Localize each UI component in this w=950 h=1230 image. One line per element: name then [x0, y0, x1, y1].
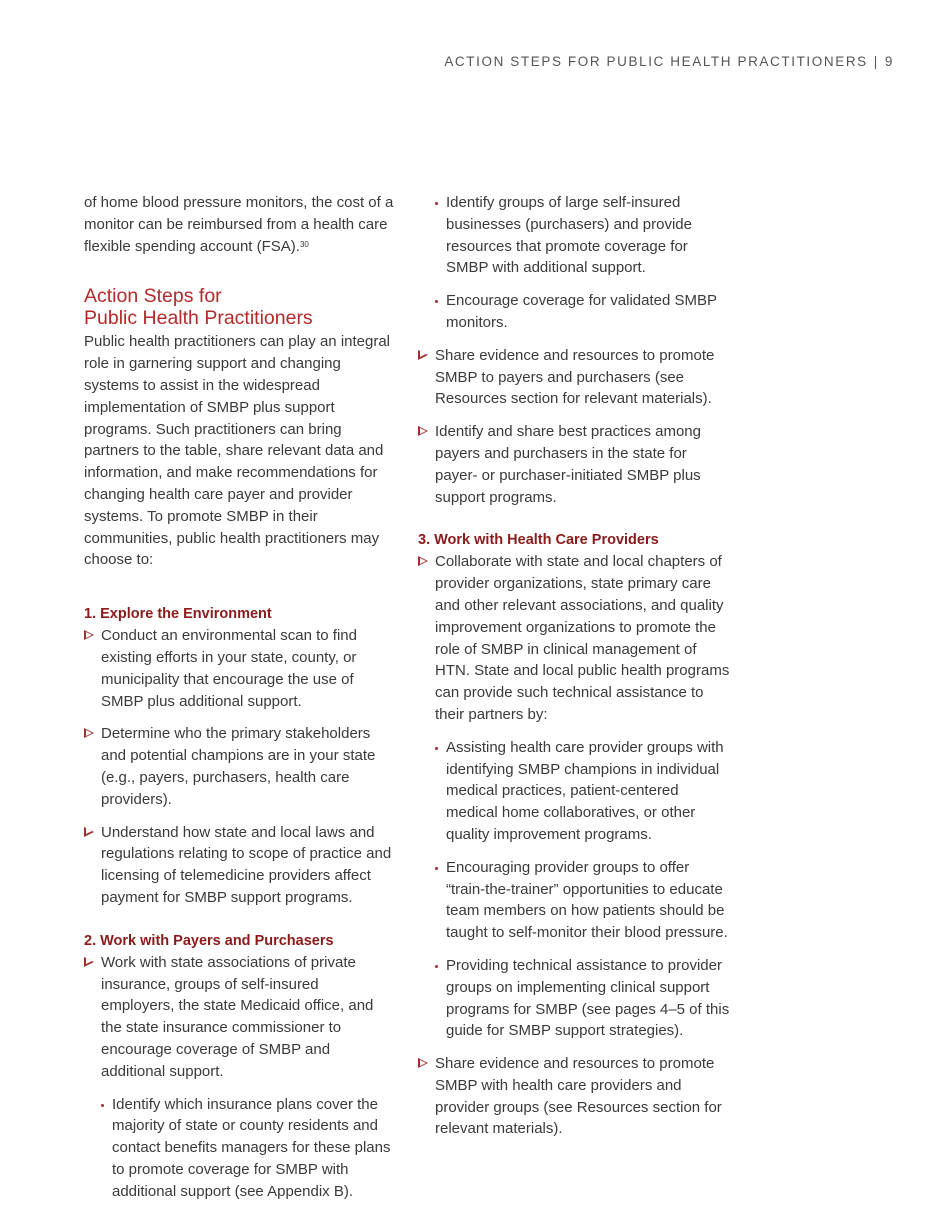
intro-text: of home blood pressure monitors, the cost of a monitor can be reimbursed from a health care flexible spending account (FSA). [84, 194, 394, 255]
left-column [84, 192, 394, 1202]
list-item-text: Share evidence and resources to promote SMBP with health care providers and provider groups (see Resources section for relevant materials). [435, 1055, 722, 1138]
sub-list-item [418, 737, 730, 846]
arrow-bullet-icon [418, 426, 428, 436]
sub-list-item-text: Encourage coverage for validated SMBP monitors. [446, 292, 717, 331]
header-separator: | [873, 54, 879, 69]
list-item [418, 551, 730, 725]
list-item-text: Determine who the primary stakeholders and potential champions are in your state (e.g., payers, purchasers, health care providers). [101, 725, 376, 808]
section-title-line1: Action Steps for [84, 285, 222, 308]
dot-bullet-icon [435, 965, 438, 968]
step1-heading: 1. Explore the Environment [84, 606, 272, 623]
running-header [444, 54, 894, 69]
header-title: ACTION STEPS FOR PUBLIC HEALTH PRACTITIONERS [444, 54, 868, 69]
arrow-bullet-icon [84, 827, 94, 837]
arrow-bullet-icon [418, 1058, 428, 1068]
list-item [84, 822, 394, 909]
list-item [84, 625, 394, 712]
list-item-text: Collaborate with state and local chapters of provider organizations, state primary care and other relevant associations, and quality improvement organizations to promote the role of SMBP in clinical management of HTN. State and local public health programs can provide such technical assistance to their partners by: [435, 553, 730, 723]
list-item-text: Identify and share best practices among payers and purchasers in the state for payer- or purchaser-initiated SMBP plus support programs. [435, 423, 701, 506]
sub-list-item-text: Identify which insurance plans cover the majority of state or county residents and contact benefits managers for these plans to promote coverage for SMBP with additional support (see Appendix B). [112, 1095, 391, 1200]
list-item-text: Conduct an environmental scan to find existing efforts in your state, county, or municipality that encourage the use of SMBP plus additional support. [101, 627, 357, 710]
list-item [418, 345, 730, 410]
sub-list-item-text: Identify groups of large self-insured businesses (purchasers) and provide resources that promote coverage for SMBP with additional support. [446, 194, 692, 277]
sub-list-item [418, 955, 730, 1042]
dot-bullet-icon [435, 867, 438, 870]
intro-footnote-ref: 30 [299, 239, 309, 249]
sub-list-item [418, 290, 730, 334]
list-item-text: Work with state associations of private insurance, groups of self-insured employers, the state Medicaid office, and the state insurance commissioner to encourage coverage of SMBP and additional support. [101, 953, 374, 1080]
list-item-text: Understand how state and local laws and regulations relating to scope of practice and licensing of telemedicine providers affect payment for SMBP support programs. [101, 823, 392, 906]
step3-heading: 3. Work with Health Care Providers [418, 532, 659, 549]
sub-list-item [418, 192, 730, 279]
dot-bullet-icon [435, 300, 438, 303]
dot-bullet-icon [435, 202, 438, 205]
list-item [84, 952, 394, 1083]
dot-bullet-icon [101, 1104, 104, 1107]
dot-bullet-icon [435, 747, 438, 750]
list-item [418, 421, 730, 508]
section-body: Public health practitioners can play an integral role in garnering support and changing systems to assist in the widespread implementation of SMBP plus support programs. Such practitioners can bring partners to the table, share relevant data and information, and make recommendations for changing health care payer and provider systems. To promote SMBP in their communities, public health practitioners may choose to: [84, 333, 391, 569]
arrow-bullet-icon [84, 957, 94, 967]
list-item [84, 723, 394, 810]
list-item-text: Share evidence and resources to promote SMBP to payers and purchasers (see Resources section for relevant materials). [435, 346, 715, 408]
arrow-bullet-icon [84, 728, 94, 738]
sub-list-item-text: Providing technical assistance to provider groups on implementing clinical support programs for SMBP (see pages 4–5 of this guide for SMBP support strategies). [446, 956, 730, 1040]
sub-list-item [84, 1094, 394, 1203]
sub-list-item [418, 857, 730, 944]
section-title [84, 285, 394, 329]
arrow-bullet-icon [84, 630, 94, 640]
sub-list-item-text: Encouraging provider groups to offer “train-the-trainer” opportunities to educate team members on how patients should be taught to self-monitor their blood pressure. [446, 858, 728, 942]
section-title-line2: Public Health Practitioners [84, 307, 313, 330]
list-item [418, 1053, 730, 1140]
page-number: 9 [884, 54, 894, 69]
sub-list-item-text: Assisting health care provider groups with identifying SMBP champions in individual medical practices, patient-centered medical home collaboratives, or other quality improvement programs. [446, 738, 724, 843]
intro-paragraph [84, 192, 394, 257]
right-column [418, 192, 730, 1140]
arrow-bullet-icon [418, 350, 428, 360]
arrow-bullet-icon [418, 556, 428, 566]
step2-heading: 2. Work with Payers and Purchasers [84, 932, 334, 949]
